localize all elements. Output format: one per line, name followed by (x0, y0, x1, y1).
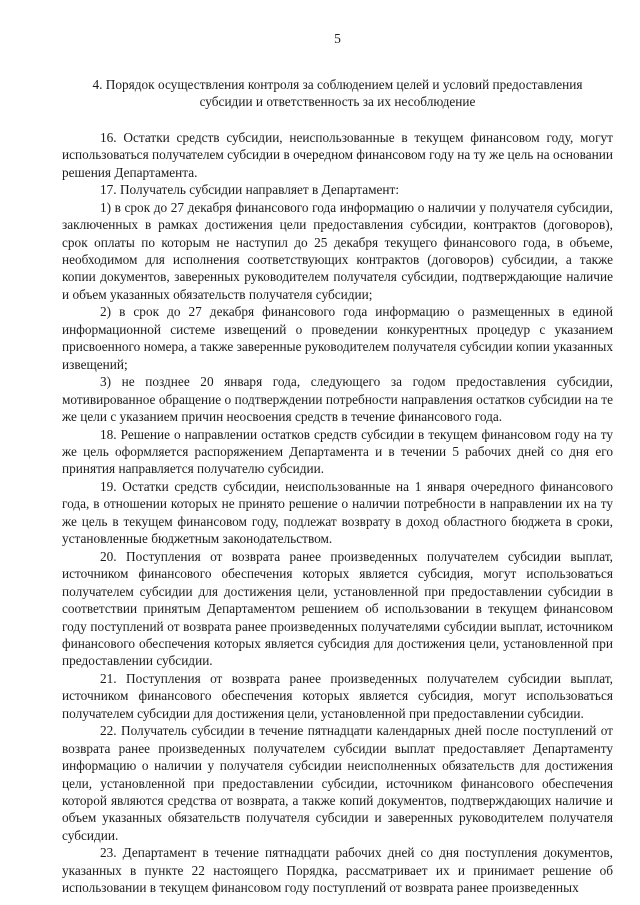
page-number: 5 (334, 31, 341, 46)
document-body (62, 129, 613, 897)
section-title: 4. Порядок осуществления контроля за соблюдением целей и условий предоставления субсидии и ответственность за их несоблюдение (92, 77, 583, 110)
paragraph-17-item-3: 3) не позднее 20 января года, следующего за годом предоставления субсидии, мотивированное обращение о подтверждении потребности направления остатков субсидии на те же цели с указанием причин неосвоения средств в течение финансового года. (62, 374, 613, 425)
paragraph-17-item-1: 1) в срок до 27 декабря финансового года информацию о наличии у получателя субсидии, заключенных в рамках достижения цели предоставления субсидии, контрактов (договоров), срок оплаты по которым не наступил до 25 декабря текущего финансового года, в объеме, необходимом для исполнения соответствующих контрактов (договоров) субсидии, а также копии документов, заверенных руководителем получателя субсидии, подтверждающие наличие и объем указанных обязательств получателя субсидии; (62, 199, 613, 302)
paragraph-17-item-2: 2) в срок до 27 декабря финансового года информацию о размещенных в единой информационной системе извещений о проведении конкурентных процедур с указанием присвоенного номера, а также заверенные руководителем получателя субсидии копии указанных извещений; (62, 304, 613, 372)
paragraph-23: 23. Департамент в течение пятнадцати рабочих дней со дня поступления документов, указанных в пункте 22 настоящего Порядка, рассматривает их и принимает решение об использовании в текущем финансовом году поступлений от возврата ранее произведенных (62, 845, 613, 896)
paragraph-22: 22. Получатель субсидии в течение пятнадцати календарных дней после поступлений от возврата ранее произведенных получателем субсидии выплат предоставляет Департаменту информацию о наличии у получателя субсидии неисполненных обязательств для достижения цели, установленной при предоставлении субсидии, источником финансового обеспечения которой являются средства от возврата, а также копий документов, подтверждающих наличие и объем указанных обязательств получателя субсидии и заверенных руководителем получателя субсидии. (62, 723, 613, 843)
paragraph-17: 17. Получатель субсидии направляет в Департамент: (100, 182, 400, 198)
paragraph-18: 18. Решение о направлении остатков средств субсидии в текущем финансовом году на ту же цель оформляется распоряжением Департамента и в течении 5 рабочих дней со дня его принятия направляется получателю субсидии. (62, 426, 613, 477)
paragraph-21: 21. Поступления от возврата ранее произведенных получателем субсидии выплат, источником финансового обеспечения которых является субсидия, могут использоваться получателем субсидии для достижения цели, установленной при предоставлении субсидии. (62, 670, 613, 721)
document-page (62, 30, 613, 897)
paragraph-19: 19. Остатки средств субсидии, неиспользованные на 1 января очередного финансового года, в отношении которых не принято решение о наличии потребности в направлении их на ту же цель в текущем финансовом году, подлежат возврату в доход областного бюджета в сроки, установленные бюджетным законодательством. (62, 478, 613, 547)
paragraph-16: 16. Остатки средств субсидии, неиспользованные в текущем финансовом году, могут использоваться получателем субсидии в очередном финансовом году на ту же цель на основании решения Департамента. (62, 129, 613, 180)
paragraph-20: 20. Поступления от возврата ранее произведенных получателем субсидии выплат, источником финансового обеспечения которых является субсидия, могут использоваться получателем субсидии для достижения цели, установленной при предоставлении субсидии в соответствии принятым Департаментом решением об использовании в текущем финансовом году поступлений от возврата ранее произведенных получателями субсидии выплат, источником финансового обеспечения которых является субсидия для достижения цели, установленной при предоставлении субсидии. (62, 548, 613, 669)
